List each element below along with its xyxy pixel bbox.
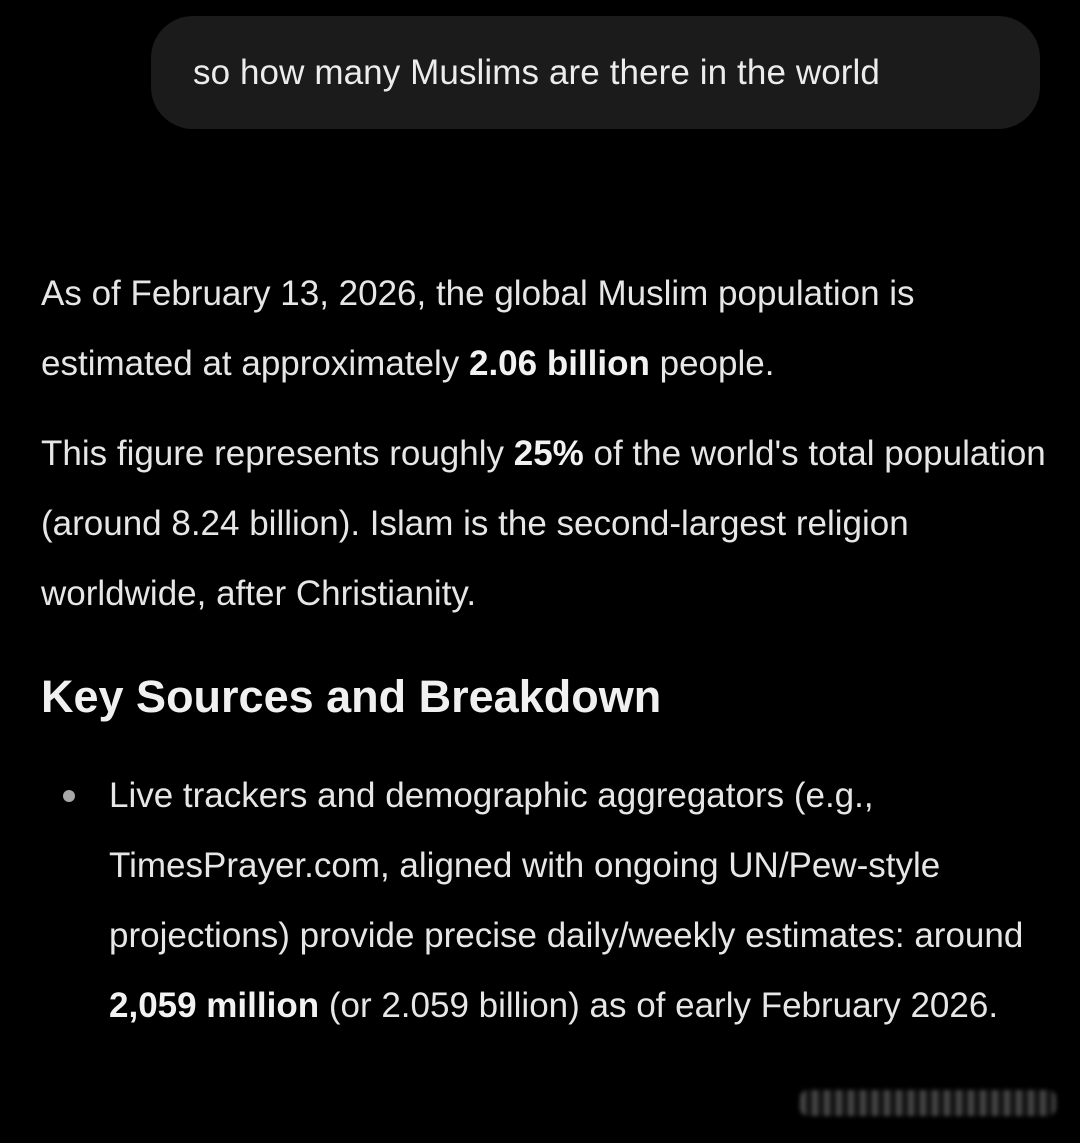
response-paragraph-1 xyxy=(41,259,1051,399)
section-heading: Key Sources and Breakdown xyxy=(41,671,662,722)
bullet-dot-icon xyxy=(63,790,75,802)
para2-text-start: This figure represents roughly xyxy=(41,434,514,473)
bullet-list xyxy=(41,761,1051,1041)
bullet-text-start: Live trackers and demographic aggregators (e.g., TimesPrayer.com, aligned with ongoing UN/Pew-style projections) provide precise daily/weekly estimates: around xyxy=(109,776,1024,955)
bullet-bold-figure: 2,059 million xyxy=(109,986,320,1025)
para1-text-start: As of February 13, 2026, the global Muslim population is estimated at approximately xyxy=(41,274,915,383)
user-message-text: so how many Muslims are there in the world xyxy=(193,52,880,92)
para2-bold-figure: 25% xyxy=(513,434,584,473)
assistant-response xyxy=(41,259,1051,1041)
bullet-text-end: (or 2.059 billion) as of early February 2026. xyxy=(319,986,999,1025)
response-paragraph-2 xyxy=(41,419,1051,629)
para1-text-end: people. xyxy=(649,344,775,383)
blurred-watermark xyxy=(800,1090,1056,1116)
list-item xyxy=(41,761,1051,1041)
para2-text-end: of the world's total population (around 8.24 billion). Islam is the second-largest religion worldwide, after Christianity. xyxy=(41,434,1046,613)
para1-bold-figure: 2.06 billion xyxy=(468,344,650,383)
user-message-bubble xyxy=(151,16,1040,129)
